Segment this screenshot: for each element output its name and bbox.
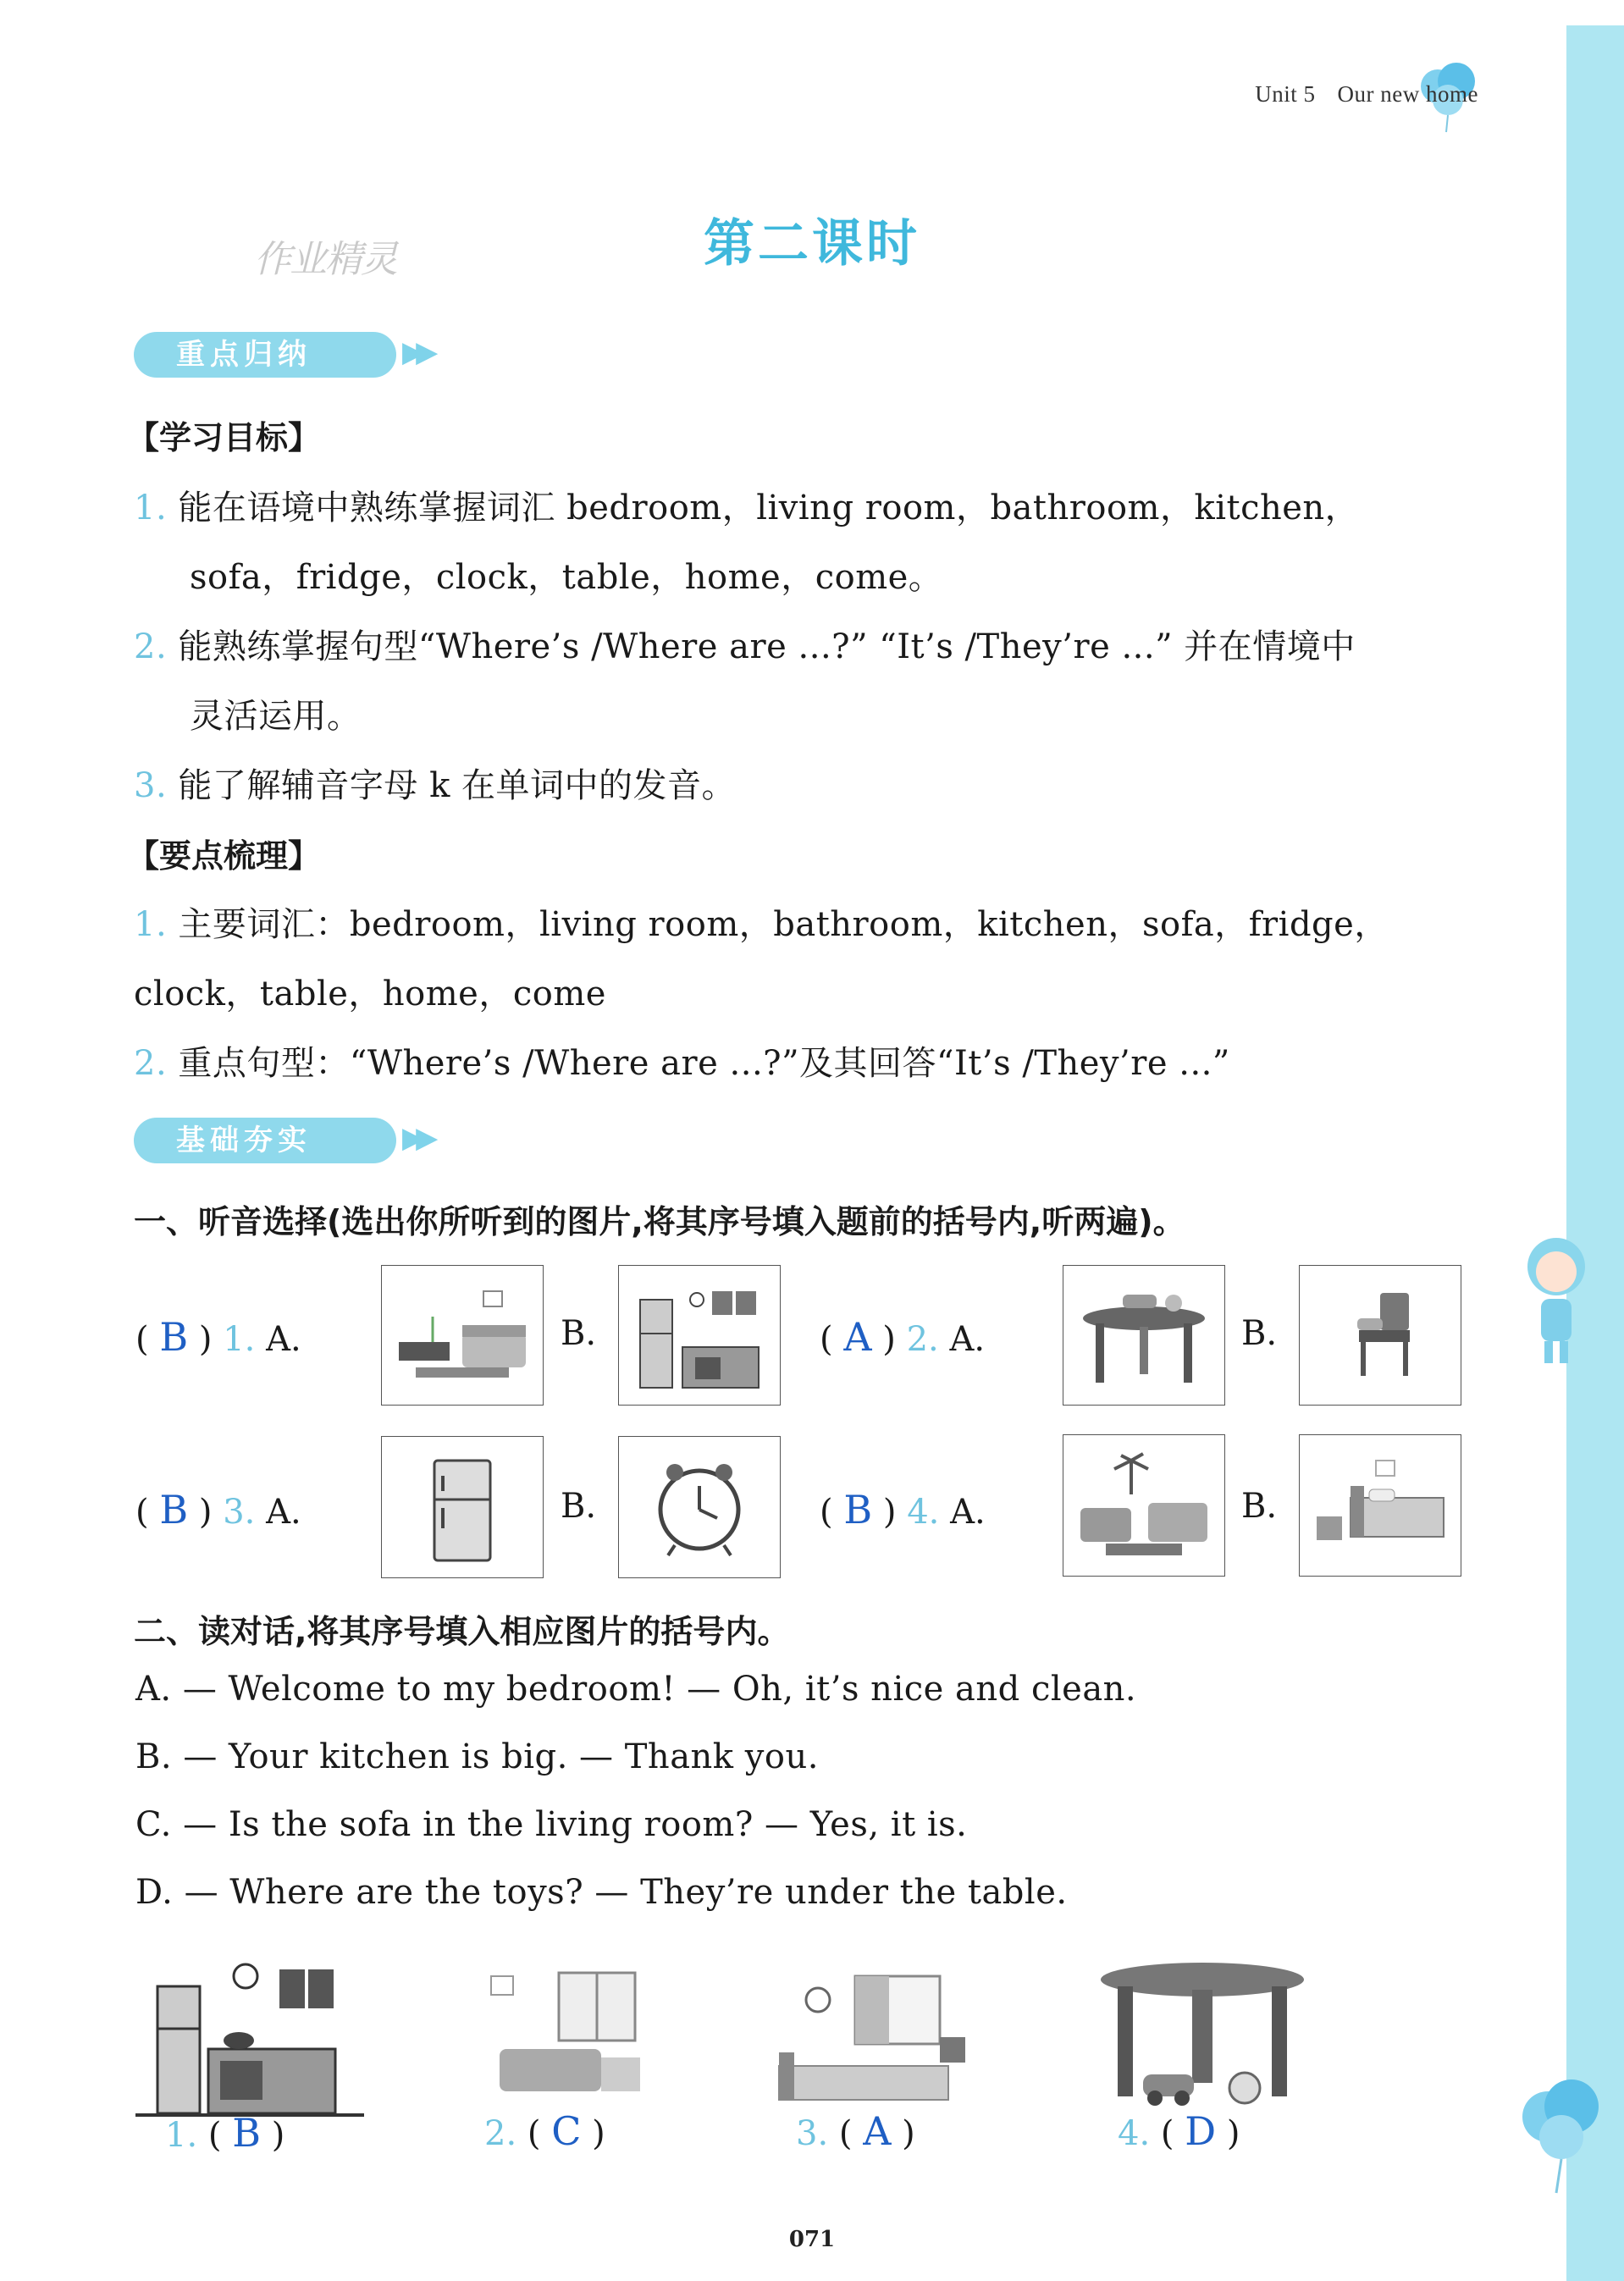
living-room-icon [381,1265,544,1406]
table-icon [1063,1265,1225,1406]
option-3b-label: B. [561,1487,597,1526]
question-3: ( B ) 3. A. [135,1487,301,1533]
goal-2-line1: 2. 能熟练掌握句型“Where’s /Where are ...?” “It’s /They’re ...” 并在情境中 [134,627,1356,666]
kitchen-icon [135,1956,364,2125]
balloon-icon-bottom [1514,2066,1607,2201]
part2-heading: 二、读对话,将其序号填入相应图片的括号内。 [134,1613,790,1650]
goal-1-line1: 1. 能在语境中熟练掌握词汇 bedroom，living room，bathroom，kitchen， [134,489,1360,527]
fridge-icon [381,1436,544,1578]
picture-answer-1: 1. ( B ) [165,2110,285,2156]
option-1b-label: B. [561,1314,597,1353]
bed-icon [1299,1434,1461,1577]
part1-heading: 一、听音选择(选出你所听到的图片,将其序号填入题前的括号内,听两遍)。 [134,1203,1185,1240]
points-heading: 【要点梳理】 [127,837,321,875]
option-4b-label: B. [1241,1487,1278,1526]
chair-icon [1299,1265,1461,1406]
point-2-line1: 2. 重点句型：“Where’s /Where are ...?”及其回答“It’s /They’re ...” [134,1044,1230,1083]
unit-title: Our new home [1337,81,1478,107]
goal-2-line2: 灵活运用。 [190,697,362,736]
dialogue-d: D. — Where are the toys? — They’re under the table. [135,1873,1068,1912]
goals-heading: 【学习目标】 [127,419,321,456]
dialogue-a: A. — Welcome to my bedroom! — Oh, it’s nice and clean. [135,1670,1137,1709]
section-badge-key-points: 重点归纳 [134,332,396,378]
picture-answer-3: 3. ( A ) [796,2108,915,2154]
girl-cartoon-icon [1514,1228,1599,1372]
table-toys-icon [1092,1956,1312,2125]
page-number: 071 [788,2227,836,2252]
double-arrow-icon-2: ▶▶ [402,1121,430,1155]
question-1: ( B ) 1. A. [135,1314,301,1360]
answer-1: B [159,1314,189,1360]
picture-answer-4: 4. ( D ) [1118,2108,1240,2154]
bedroom-icon [771,1956,982,2125]
kitchen-icon [618,1265,781,1406]
dialogue-b: B. — Your kitchen is big. — Thank you. [135,1737,819,1776]
point-1-line2: clock，table，home，come [134,975,606,1013]
strip-scallop-edge [1560,25,1573,2281]
section-badge-basics: 基础夯实 [134,1118,396,1163]
right-decorative-strip [1566,25,1624,2281]
living-room-icon [474,1956,669,2125]
running-header [1233,81,1478,108]
answer-3: B [159,1487,189,1533]
unit-label: Unit 5 [1255,81,1316,107]
question-2: ( A ) 2. A. [820,1314,986,1360]
picture-answer-2: 2. ( C ) [484,2108,605,2154]
watermark-logo: 作业精灵 [254,238,396,281]
goal-3-line1: 3. 能了解辅音字母 k 在单词中的发音。 [134,766,737,805]
point-1-line1: 1. 主要词汇：bedroom，living room，bathroom，kitchen，sofa，fridge， [134,905,1389,944]
sofa-icon [1063,1434,1225,1577]
goal-1-line2: sofa，fridge，clock，table，home，come。 [190,558,943,597]
question-4: ( B ) 4. A. [820,1487,986,1533]
answer-4: B [843,1487,873,1533]
double-arrow-icon: ▶▶ [402,335,430,369]
lesson-title: 第二课时 [704,214,920,273]
dialogue-c: C. — Is the sofa in the living room? — Yes, it is. [135,1805,968,1844]
option-2b-label: B. [1241,1314,1278,1353]
answer-2: A [843,1314,872,1360]
clock-icon [618,1436,781,1578]
